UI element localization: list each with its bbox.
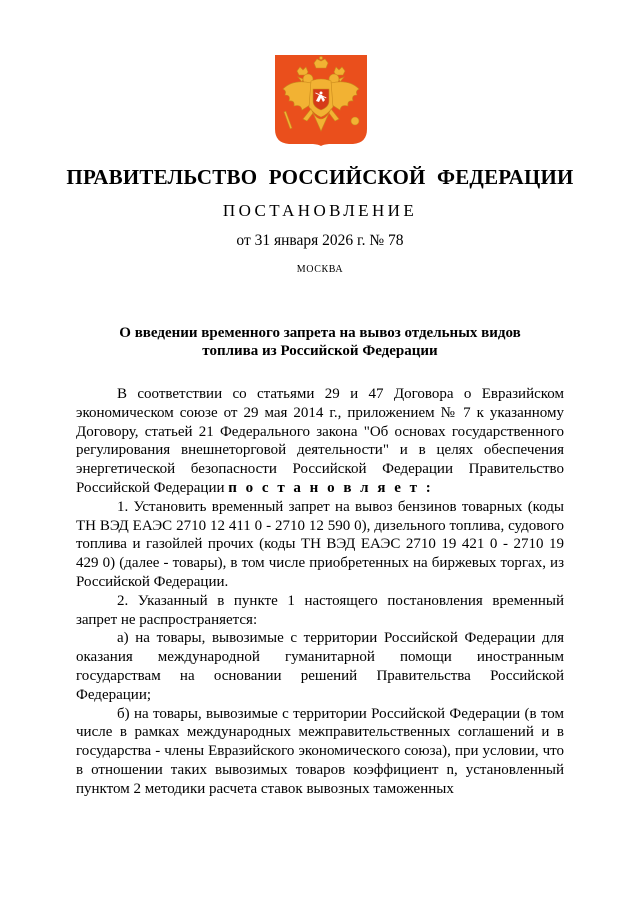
preamble-paragraph bbox=[76, 385, 564, 498]
subparagraph-b: б) на товары, вывозимые с территории Российской Федерации (в том числе в рамках международных межправительственных соглашений и в государства - члены Евразийского экономического союза), при условии, что в отношении таких вывозимых товаров коэффициент n, установленный пунктом 2 методики расчета ставок вывозных таможенных bbox=[76, 705, 564, 797]
document-type: ПОСТАНОВЛЕНИЕ bbox=[222, 201, 418, 220]
government-title: ПРАВИТЕЛЬСТВО РОССИЙСКОЙ ФЕДЕРАЦИИ bbox=[66, 165, 574, 189]
document-date-number: от 31 января 2026 г. № 78 bbox=[236, 232, 404, 249]
coat-of-arms-icon bbox=[275, 55, 367, 146]
decree-word: п о с т а н о в л я е т : bbox=[228, 479, 434, 496]
preamble-text: В соответствии со статьями 29 и 47 Договора о Евразийском экономическом союзе от 29 мая 2014 г., приложением № 7 к указанному Договору, статьей 21 Федерального закона "Об основах государственного регулирования внешнеторговой деятельности" и в целях обеспечения энергетической безопасности Российской Федерации Правительство Российской Федерации bbox=[76, 386, 564, 496]
document-title-line: О введении временного запрета на вывоз отдельных видов bbox=[119, 325, 521, 341]
document-title bbox=[90, 324, 550, 360]
city-name: МОСКВА bbox=[296, 264, 344, 275]
document-body bbox=[76, 385, 564, 799]
paragraph-2: 2. Указанный в пункте 1 настоящего постановления временный запрет не распространяется: bbox=[76, 592, 564, 628]
paragraph-1: 1. Установить временный запрет на вывоз бензинов товарных (коды ТН ВЭД ЕАЭС 2710 12 411 0 - 2710 12 590 0), дизельного топлива, судового топлива и газойлей прочих (коды ТН ВЭД ЕАЭС 2710 19 421 0 - 2710 19 429 0) (далее - товары), в том числе приобретенных на биржевых торгах, из Российской Федерации. bbox=[76, 498, 564, 590]
subparagraph-a: а) на товары, вывозимые с территории Российской Федерации для оказания международной гуманитарной помощи иностранным государствам на основании решений Правительства Российской Федерации; bbox=[76, 630, 564, 703]
document-title-line: топлива из Российской Федерации bbox=[202, 343, 438, 359]
